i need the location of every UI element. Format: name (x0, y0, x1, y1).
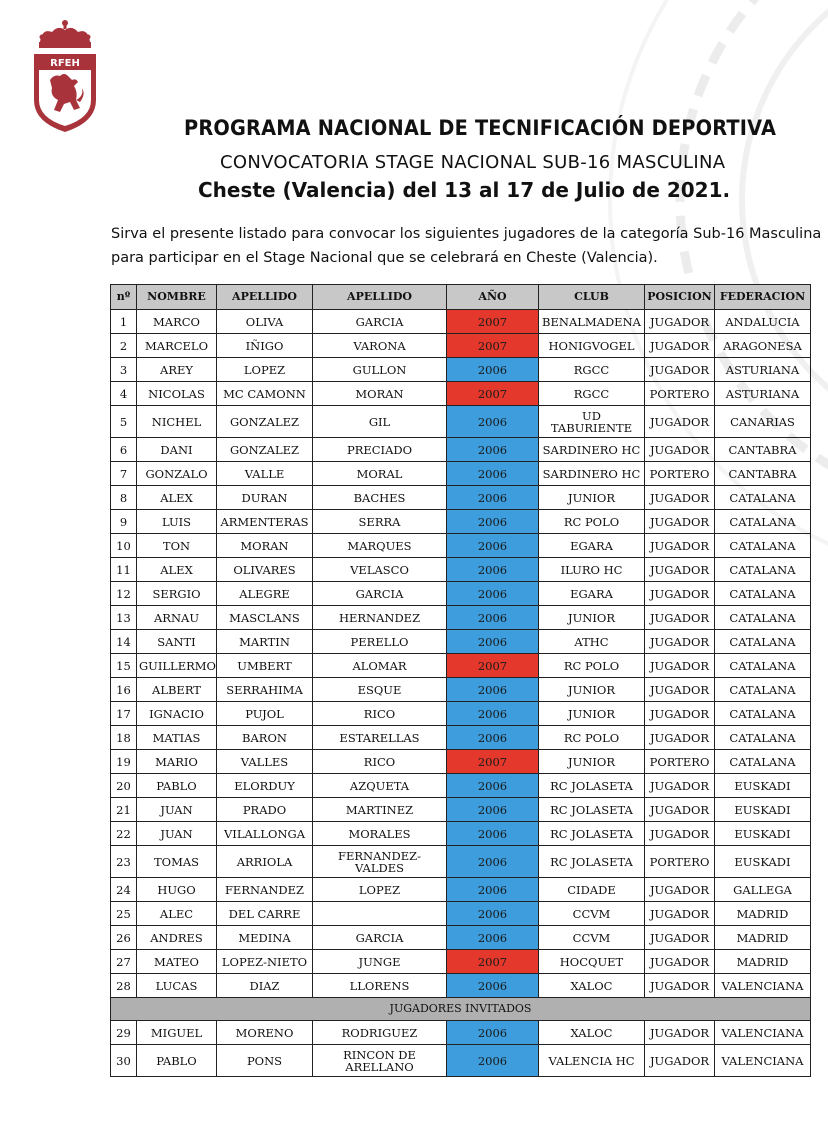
cell-year: 2007 (447, 950, 539, 974)
cell-surname-1: OLIVARES (217, 558, 313, 582)
invited-section-row (111, 998, 811, 1021)
cell-number: 12 (111, 582, 137, 606)
players-table (110, 284, 811, 1077)
cell-surname-1: MARTIN (217, 630, 313, 654)
cell-federation: CATALANA (715, 678, 811, 702)
cell-surname-1: DEL CARRE (217, 902, 313, 926)
cell-year: 2006 (447, 878, 539, 902)
cell-federation: VALENCIANA (715, 1021, 811, 1045)
cell-surname-1: MASCLANS (217, 606, 313, 630)
col-header-number: nº (111, 285, 137, 310)
cell-federation: CANTABRA (715, 438, 811, 462)
cell-number: 14 (111, 630, 137, 654)
cell-surname-2: GULLON (313, 358, 447, 382)
cell-surname-1: LOPEZ-NIETO (217, 950, 313, 974)
cell-federation: CATALANA (715, 558, 811, 582)
cell-number: 29 (111, 1021, 137, 1045)
table-row (111, 750, 811, 774)
cell-year: 2006 (447, 510, 539, 534)
cell-position: PORTERO (645, 462, 715, 486)
cell-club: JUNIOR (539, 486, 645, 510)
cell-name: SERGIO (137, 582, 217, 606)
cell-year: 2006 (447, 534, 539, 558)
cell-name: TOMAS (137, 846, 217, 878)
cell-position: JUGADOR (645, 582, 715, 606)
cell-surname-1: ALEGRE (217, 582, 313, 606)
cell-name: ALBERT (137, 678, 217, 702)
cell-year: 2006 (447, 822, 539, 846)
table-row (111, 534, 811, 558)
cell-club: UD TABURIENTE (539, 406, 645, 438)
cell-surname-2: GIL (313, 406, 447, 438)
cell-surname-1: SERRAHIMA (217, 678, 313, 702)
cell-surname-2: RICO (313, 702, 447, 726)
cell-surname-2: PERELLO (313, 630, 447, 654)
cell-surname-2: MARTINEZ (313, 798, 447, 822)
cell-name: MIGUEL (137, 1021, 217, 1045)
table-row (111, 310, 811, 334)
cell-position: PORTERO (645, 750, 715, 774)
cell-name: GUILLERMO (137, 654, 217, 678)
cell-number: 7 (111, 462, 137, 486)
cell-name: DANI (137, 438, 217, 462)
cell-surname-1: PONS (217, 1045, 313, 1077)
cell-federation: CATALANA (715, 750, 811, 774)
cell-year: 2006 (447, 558, 539, 582)
cell-federation: CATALANA (715, 582, 811, 606)
table-row (111, 510, 811, 534)
cell-number: 10 (111, 534, 137, 558)
cell-year: 2006 (447, 926, 539, 950)
cell-position: JUGADOR (645, 606, 715, 630)
cell-year: 2006 (447, 974, 539, 998)
cell-federation: VALENCIANA (715, 1045, 811, 1077)
cell-surname-1: DIAZ (217, 974, 313, 998)
cell-name: ANDRES (137, 926, 217, 950)
cell-number: 20 (111, 774, 137, 798)
cell-name: ALEC (137, 902, 217, 926)
cell-year: 2006 (447, 630, 539, 654)
cell-surname-1: ELORDUY (217, 774, 313, 798)
cell-federation: ARAGONESA (715, 334, 811, 358)
cell-surname-1: OLIVA (217, 310, 313, 334)
cell-surname-2: VARONA (313, 334, 447, 358)
cell-club: ILURO HC (539, 558, 645, 582)
cell-position: JUGADOR (645, 726, 715, 750)
cell-name: MARCELO (137, 334, 217, 358)
table-row (111, 774, 811, 798)
cell-surname-2: JUNGE (313, 950, 447, 974)
cell-federation: ASTURIANA (715, 358, 811, 382)
cell-year: 2006 (447, 726, 539, 750)
cell-federation: CATALANA (715, 702, 811, 726)
cell-club: RC JOLASETA (539, 822, 645, 846)
cell-federation: CATALANA (715, 534, 811, 558)
table-row (111, 654, 811, 678)
program-title: PROGRAMA NACIONAL DE TECNIFICACIÓN DEPORTIVA (184, 116, 777, 140)
col-header-year: AÑO (447, 285, 539, 310)
cell-number: 2 (111, 334, 137, 358)
cell-position: JUGADOR (645, 486, 715, 510)
cell-surname-2: LOPEZ (313, 878, 447, 902)
cell-club: CCVM (539, 926, 645, 950)
table-row (111, 974, 811, 998)
rfeh-crest-logo (28, 18, 102, 136)
cell-year: 2006 (447, 774, 539, 798)
intro-line-2: para participar en el Stage Nacional que se celebrará en Cheste (Valencia). (111, 250, 658, 266)
cell-position: JUGADOR (645, 774, 715, 798)
table-row (111, 630, 811, 654)
cell-club: JUNIOR (539, 678, 645, 702)
cell-name: LUIS (137, 510, 217, 534)
cell-number: 3 (111, 358, 137, 382)
cell-surname-2: HERNANDEZ (313, 606, 447, 630)
cell-number: 26 (111, 926, 137, 950)
cell-federation: VALENCIANA (715, 974, 811, 998)
cell-year: 2006 (447, 606, 539, 630)
table-row (111, 678, 811, 702)
cell-surname-2: MORALES (313, 822, 447, 846)
cell-name: JUAN (137, 822, 217, 846)
cell-number: 28 (111, 974, 137, 998)
table-row (111, 486, 811, 510)
cell-surname-1: MC CAMONN (217, 382, 313, 406)
cell-federation: CATALANA (715, 630, 811, 654)
cell-federation: CATALANA (715, 606, 811, 630)
cell-club: CCVM (539, 902, 645, 926)
cell-federation: EUSKADI (715, 774, 811, 798)
cell-surname-2: AZQUETA (313, 774, 447, 798)
table-row (111, 1021, 811, 1045)
cell-number: 9 (111, 510, 137, 534)
table-header-row (111, 285, 811, 310)
cell-name: MATEO (137, 950, 217, 974)
table-row (111, 902, 811, 926)
cell-federation: EUSKADI (715, 846, 811, 878)
cell-club: ATHC (539, 630, 645, 654)
cell-number: 25 (111, 902, 137, 926)
cell-federation: CATALANA (715, 654, 811, 678)
cell-surname-2: GARCIA (313, 926, 447, 950)
cell-position: JUGADOR (645, 334, 715, 358)
cell-name: ALEX (137, 486, 217, 510)
cell-year: 2007 (447, 750, 539, 774)
cell-number: 11 (111, 558, 137, 582)
cell-surname-2 (313, 902, 447, 926)
cell-year: 2006 (447, 462, 539, 486)
cell-position: PORTERO (645, 846, 715, 878)
table-row (111, 878, 811, 902)
cell-club: JUNIOR (539, 702, 645, 726)
cell-surname-1: UMBERT (217, 654, 313, 678)
cell-surname-2: GARCIA (313, 310, 447, 334)
cell-surname-1: FERNANDEZ (217, 878, 313, 902)
cell-club: BENALMADENA (539, 310, 645, 334)
cell-federation: EUSKADI (715, 822, 811, 846)
cell-club: RC JOLASETA (539, 846, 645, 878)
cell-position: JUGADOR (645, 510, 715, 534)
cell-number: 15 (111, 654, 137, 678)
cell-position: JUGADOR (645, 702, 715, 726)
cell-position: JUGADOR (645, 438, 715, 462)
cell-name: PABLO (137, 774, 217, 798)
cell-surname-2: BACHES (313, 486, 447, 510)
cell-club: RC POLO (539, 654, 645, 678)
cell-surname-2: ESQUE (313, 678, 447, 702)
cell-number: 8 (111, 486, 137, 510)
cell-position: JUGADOR (645, 678, 715, 702)
cell-position: JUGADOR (645, 358, 715, 382)
cell-position: JUGADOR (645, 310, 715, 334)
cell-surname-1: VALLE (217, 462, 313, 486)
cell-number: 17 (111, 702, 137, 726)
cell-surname-2: PRECIADO (313, 438, 447, 462)
cell-federation: ASTURIANA (715, 382, 811, 406)
cell-position: JUGADOR (645, 654, 715, 678)
cell-number: 19 (111, 750, 137, 774)
cell-year: 2006 (447, 1021, 539, 1045)
cell-name: ARNAU (137, 606, 217, 630)
cell-surname-1: PUJOL (217, 702, 313, 726)
cell-surname-2: ALOMAR (313, 654, 447, 678)
cell-club: JUNIOR (539, 606, 645, 630)
cell-club: VALENCIA HC (539, 1045, 645, 1077)
cell-federation: MADRID (715, 926, 811, 950)
cell-surname-1: IÑIGO (217, 334, 313, 358)
cell-position: JUGADOR (645, 534, 715, 558)
cell-name: JUAN (137, 798, 217, 822)
cell-position: JUGADOR (645, 406, 715, 438)
cell-number: 18 (111, 726, 137, 750)
cell-surname-2: MORAL (313, 462, 447, 486)
cell-position: JUGADOR (645, 950, 715, 974)
event-dates: Cheste (Valencia) del 13 al 17 de Julio de 2021. (198, 178, 731, 202)
table-row (111, 438, 811, 462)
cell-federation: EUSKADI (715, 798, 811, 822)
table-row (111, 582, 811, 606)
cell-surname-1: VILALLONGA (217, 822, 313, 846)
cell-name: SANTI (137, 630, 217, 654)
cell-club: HONIGVOGEL (539, 334, 645, 358)
cell-position: JUGADOR (645, 558, 715, 582)
intro-paragraph (111, 222, 827, 270)
cell-surname-1: PRADO (217, 798, 313, 822)
cell-number: 4 (111, 382, 137, 406)
cell-number: 1 (111, 310, 137, 334)
cell-year: 2006 (447, 358, 539, 382)
table-row (111, 358, 811, 382)
cell-federation: MADRID (715, 950, 811, 974)
cell-name: TON (137, 534, 217, 558)
col-header-club: CLUB (539, 285, 645, 310)
cell-year: 2007 (447, 654, 539, 678)
cell-name: IGNACIO (137, 702, 217, 726)
cell-name: ALEX (137, 558, 217, 582)
table-row (111, 926, 811, 950)
table-row (111, 702, 811, 726)
cell-number: 13 (111, 606, 137, 630)
cell-federation: MADRID (715, 902, 811, 926)
cell-year: 2006 (447, 846, 539, 878)
cell-surname-2: MORAN (313, 382, 447, 406)
cell-club: RC POLO (539, 726, 645, 750)
cell-number: 24 (111, 878, 137, 902)
cell-federation: ANDALUCIA (715, 310, 811, 334)
cell-year: 2006 (447, 798, 539, 822)
table-row (111, 798, 811, 822)
cell-federation: GALLEGA (715, 878, 811, 902)
table-row (111, 382, 811, 406)
cell-surname-2: GARCIA (313, 582, 447, 606)
cell-surname-2: ESTARELLAS (313, 726, 447, 750)
cell-club: EGARA (539, 582, 645, 606)
cell-surname-1: DURAN (217, 486, 313, 510)
cell-number: 22 (111, 822, 137, 846)
cell-name: MATIAS (137, 726, 217, 750)
cell-year: 2006 (447, 486, 539, 510)
cell-surname-1: LOPEZ (217, 358, 313, 382)
cell-position: JUGADOR (645, 974, 715, 998)
cell-number: 23 (111, 846, 137, 878)
table-row (111, 950, 811, 974)
cell-surname-1: MORAN (217, 534, 313, 558)
table-row (111, 334, 811, 358)
table-row (111, 846, 811, 878)
cell-position: JUGADOR (645, 878, 715, 902)
invited-section-label: JUGADORES INVITADOS (111, 998, 811, 1021)
cell-club: RC JOLASETA (539, 774, 645, 798)
cell-name: NICHEL (137, 406, 217, 438)
cell-club: XALOC (539, 1021, 645, 1045)
cell-federation: CANARIAS (715, 406, 811, 438)
cell-year: 2007 (447, 310, 539, 334)
cell-club: XALOC (539, 974, 645, 998)
cell-surname-2: RICO (313, 750, 447, 774)
col-header-federation: FEDERACION (715, 285, 811, 310)
table-row (111, 606, 811, 630)
cell-surname-1: ARRIOLA (217, 846, 313, 878)
cell-surname-1: ARMENTERAS (217, 510, 313, 534)
cell-position: PORTERO (645, 382, 715, 406)
cell-year: 2006 (447, 1045, 539, 1077)
cell-number: 5 (111, 406, 137, 438)
cell-position: JUGADOR (645, 1021, 715, 1045)
cell-name: AREY (137, 358, 217, 382)
cell-year: 2006 (447, 406, 539, 438)
cell-year: 2006 (447, 438, 539, 462)
cell-year: 2007 (447, 334, 539, 358)
cell-surname-2: RODRIGUEZ (313, 1021, 447, 1045)
cell-year: 2006 (447, 678, 539, 702)
cell-club: RC JOLASETA (539, 798, 645, 822)
col-header-position: POSICION (645, 285, 715, 310)
table-body (111, 310, 811, 1077)
cell-club: HOCQUET (539, 950, 645, 974)
cell-federation: CATALANA (715, 726, 811, 750)
table-row (111, 1045, 811, 1077)
cell-position: JUGADOR (645, 630, 715, 654)
col-header-surname-2: APELLIDO (313, 285, 447, 310)
cell-surname-1: GONZALEZ (217, 438, 313, 462)
cell-name: MARCO (137, 310, 217, 334)
cell-surname-1: MEDINA (217, 926, 313, 950)
cell-position: JUGADOR (645, 798, 715, 822)
cell-federation: CANTABRA (715, 462, 811, 486)
cell-surname-2: VELASCO (313, 558, 447, 582)
cell-surname-1: VALLES (217, 750, 313, 774)
cell-club: RGCC (539, 382, 645, 406)
cell-club: RC POLO (539, 510, 645, 534)
cell-year: 2006 (447, 582, 539, 606)
cell-position: JUGADOR (645, 926, 715, 950)
cell-name: LUCAS (137, 974, 217, 998)
cell-number: 30 (111, 1045, 137, 1077)
cell-number: 21 (111, 798, 137, 822)
cell-position: JUGADOR (645, 822, 715, 846)
cell-surname-2: FERNANDEZ-VALDES (313, 846, 447, 878)
table-row (111, 726, 811, 750)
col-header-name: NOMBRE (137, 285, 217, 310)
cell-club: JUNIOR (539, 750, 645, 774)
cell-year: 2006 (447, 902, 539, 926)
cell-club: SARDINERO HC (539, 438, 645, 462)
cell-club: SARDINERO HC (539, 462, 645, 486)
cell-surname-2: MARQUES (313, 534, 447, 558)
cell-surname-1: MORENO (217, 1021, 313, 1045)
cell-number: 27 (111, 950, 137, 974)
cell-federation: CATALANA (715, 486, 811, 510)
cell-surname-1: BARON (217, 726, 313, 750)
cell-year: 2007 (447, 382, 539, 406)
cell-club: CIDADE (539, 878, 645, 902)
cell-surname-2: SERRA (313, 510, 447, 534)
cell-name: PABLO (137, 1045, 217, 1077)
cell-year: 2006 (447, 702, 539, 726)
table-row (111, 822, 811, 846)
cell-position: JUGADOR (645, 902, 715, 926)
intro-line-1: Sirva el presente listado para convocar los siguientes jugadores de la categoría Sub-16 Masculina (111, 226, 822, 242)
cell-club: EGARA (539, 534, 645, 558)
cell-position: JUGADOR (645, 1045, 715, 1077)
table-row (111, 558, 811, 582)
cell-number: 6 (111, 438, 137, 462)
cell-club: RGCC (539, 358, 645, 382)
cell-federation: CATALANA (715, 510, 811, 534)
cell-name: MARIO (137, 750, 217, 774)
cell-surname-2: LLORENS (313, 974, 447, 998)
cell-name: HUGO (137, 878, 217, 902)
convocation-subtitle: CONVOCATORIA STAGE NACIONAL SUB-16 MASCULINA (220, 152, 726, 173)
col-header-surname-1: APELLIDO (217, 285, 313, 310)
table-row (111, 406, 811, 438)
cell-name: NICOLAS (137, 382, 217, 406)
cell-surname-1: GONZALEZ (217, 406, 313, 438)
table-row (111, 462, 811, 486)
cell-number: 16 (111, 678, 137, 702)
cell-name: GONZALO (137, 462, 217, 486)
logo-text: RFEH (50, 58, 80, 69)
cell-surname-2: RINCON DE ARELLANO (313, 1045, 447, 1077)
